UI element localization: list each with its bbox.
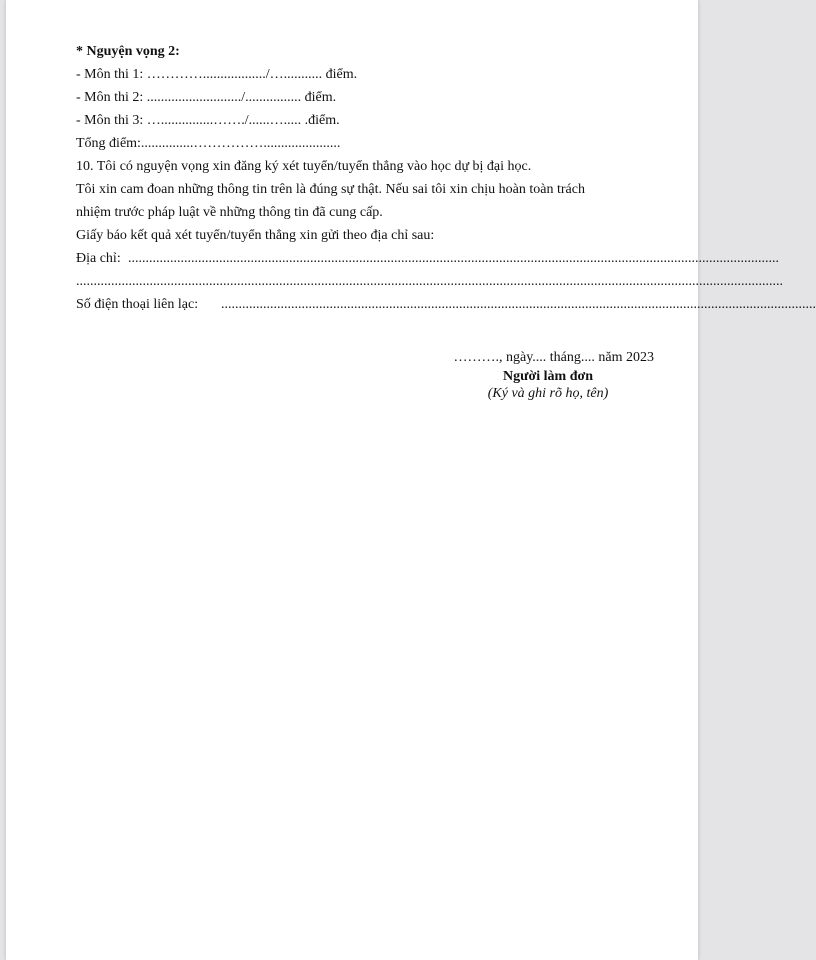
cam-doan-line-2: nhiệm trước pháp luật về những thông tin đã cung cấp. bbox=[76, 205, 383, 220]
signer-title: Người làm đơn bbox=[502, 369, 594, 384]
dia-chi-label: Địa chỉ: bbox=[76, 251, 121, 266]
giay-bao-line: Giấy báo kết quả xét tuyển/tuyển thẳng xin gửi theo địa chỉ sau: bbox=[76, 228, 435, 243]
date-line: ………., ngày.... tháng.... năm 2023 bbox=[453, 350, 654, 365]
signer-note: (Ký và ghi rõ họ, tên) bbox=[487, 386, 609, 401]
so-dien-thoai-dot-leader: .......................................................................................................................................................................... bbox=[221, 297, 816, 312]
cam-doan-line-1: Tôi xin cam đoan những thông tin trên là đúng sự thật. Nếu sai tôi xin chịu hoàn toàn trách bbox=[76, 182, 585, 197]
so-dien-thoai-label: Số điện thoại liên lạc: bbox=[76, 297, 202, 312]
item-10-line: 10. Tôi có nguyện vọng xin đăng ký xét tuyển/tuyển thẳng vào học dự bị đại học. bbox=[76, 159, 532, 174]
dia-chi-continuation-dot-leader: .......................................................................................................................................................................................................... bbox=[76, 274, 783, 289]
tong-diem-line: Tổng điểm:...............……………...................... bbox=[76, 136, 341, 151]
nguyen-vong-2-heading: * Nguyện vọng 2: bbox=[76, 44, 180, 59]
dia-chi-dot-leader: .......................................................................................................................................................................................... bbox=[128, 251, 779, 266]
mon-thi-2-line: - Môn thi 2: .........................../................ điểm. bbox=[76, 90, 337, 105]
mon-thi-3-line: - Môn thi 3: …...............……./......…..... .điểm. bbox=[76, 113, 340, 128]
document-page bbox=[6, 0, 816, 960]
mon-thi-1-line: - Môn thi 1: …………................../…........... điểm. bbox=[76, 67, 358, 82]
